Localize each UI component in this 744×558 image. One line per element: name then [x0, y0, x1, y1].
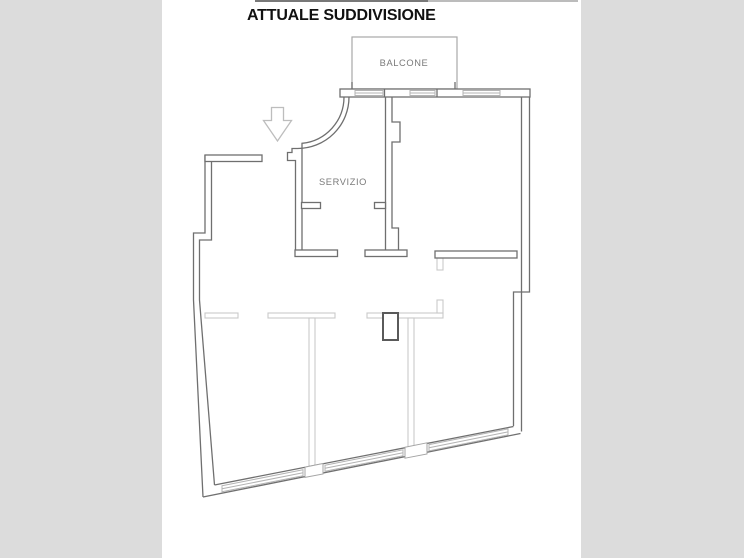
- servizio-wall-bottom-left: [295, 250, 338, 257]
- window-bottom-c-midline: [429, 432, 508, 448]
- balcony-label: BALCONE: [379, 58, 429, 68]
- partition-horizontal-mid: [268, 313, 335, 318]
- entrance-arrow-icon: [264, 108, 292, 142]
- pillar: [383, 313, 398, 340]
- mullion-box-1: [305, 464, 323, 478]
- wall-right-exterior-inner: [514, 97, 522, 426]
- windows: [222, 91, 508, 492]
- wall-bottom-inner: [215, 427, 514, 486]
- wall-left-exterior-outer: [194, 155, 206, 497]
- servizio-label: SERVIZIO: [318, 177, 368, 187]
- servizio-door-stub-central: [375, 203, 386, 209]
- partition-vertical-2: [408, 318, 414, 447]
- page-title: ATTUALE SUDDIVISIONE: [247, 7, 436, 24]
- wall-right-exterior-outer: [522, 97, 530, 432]
- wall-left-exterior-inner: [200, 161, 215, 485]
- central-wall-bottom-cap: [365, 250, 407, 257]
- wall-entrance-top-left: [205, 155, 262, 162]
- partition-door-stub-up: [437, 300, 443, 313]
- central-wall-right-line: [392, 97, 400, 250]
- partition-horizontal-right: [367, 313, 443, 318]
- light-partitions: [205, 258, 443, 466]
- servizio-curved-wall-outer: [288, 97, 350, 251]
- servizio-door-stub-left: [302, 203, 321, 209]
- partition-door-stub-down: [437, 258, 443, 270]
- rightroom-wall-bottom: [435, 251, 517, 258]
- partition-vertical-1: [309, 318, 315, 466]
- partition-horizontal-left: [205, 313, 238, 318]
- servizio-curved-wall-inner: [302, 97, 344, 251]
- wall-bottom-outer: [203, 434, 521, 498]
